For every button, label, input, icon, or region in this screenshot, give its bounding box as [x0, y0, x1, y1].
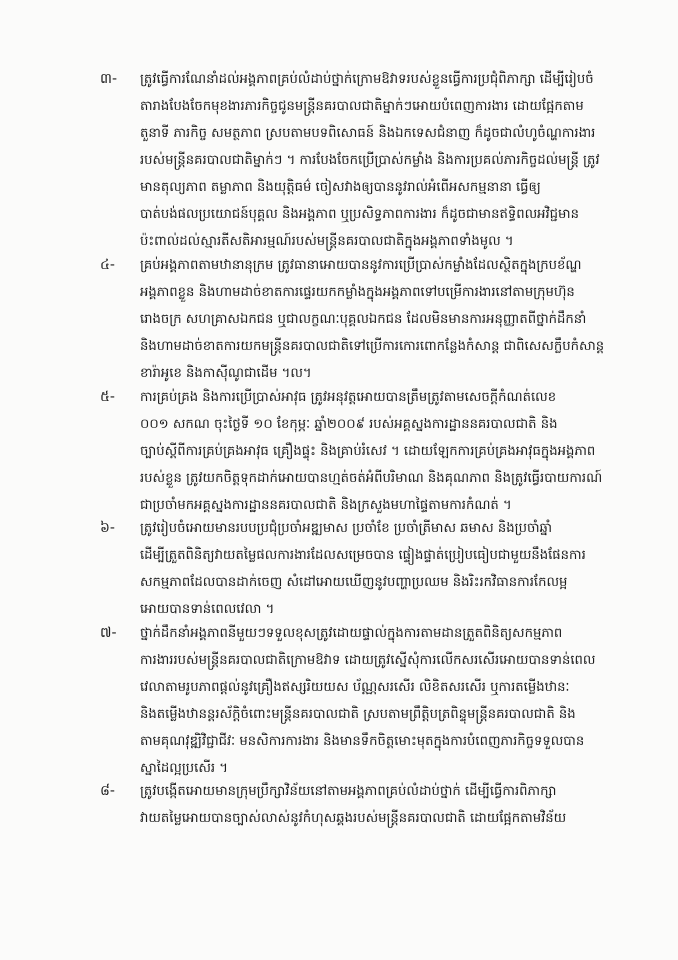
clause-text — [140, 66, 660, 255]
text-line: អោយបានទាន់ពេលវេលា ។ — [140, 602, 275, 617]
text-line: ការគ្រប់គ្រង និងការប្រើប្រាស់អាវុធ ត្រូវអនុវត្តអោយបានត្រឹមត្រូវតាមសេចក្តីកំណត់លេខ — [140, 390, 557, 405]
text-line: រោងចក្រ សហគ្រាសឯកជន ឬជាលក្ខណៈបុគ្គលឯកជន ដែលមិនមានការអនុញ្ញាតពីថ្នាក់ដឹកនាំ — [140, 312, 587, 327]
text-line: និងហាមដាច់ខាតការយកមន្ត្រីនគរបាលជាតិទៅប្រើការកោរពោកន្លែងកំសាន្ត ជាពិសេសក្លឹបកំសាន្ត — [140, 339, 605, 354]
text-line: ប៉ះពាល់ដល់ស្មារតីសតិអារម្មណ៍របស់មន្ត្រីនគរបាលជាតិក្នុងអង្គភាពទាំងមូល ។ — [140, 234, 514, 249]
text-line: ០០១ សកណ ចុះថ្ងៃទី ១០ ខែកុម្ភៈ ឆ្នាំ២០០៩ របស់អគ្គស្នងការដ្ឋាននគរបាលជាតិ និង — [140, 417, 558, 432]
text-line: ច្បាប់ស្តីពីការគ្រប់គ្រងអាវុធ គ្រឿងផ្ទុះ និងគ្រាប់រំសេវ ។ ដោយឡែកការគ្រប់គ្រងអាវុធក្នុងអង្គភាព — [140, 444, 596, 459]
text-line: តារាងបែងចែកមុខងារភារកិច្ចជូនមន្ត្រីនគរបាលជាតិម្នាក់ៗអោយបំពេញការងារ ដោយផ្អែកតាម — [140, 99, 584, 114]
text-line: ការងាររបស់មន្ត្រីនគរបាលជាតិក្រោមឱវាទ ដោយត្រូវស្នើសុំការលើកសរសើរអោយបានទាន់ពេល — [140, 653, 596, 668]
text-line: តាមគុណវុឌ្ឍិវិជ្ជាជីវៈ មនសិការការងារ និងមានទឹកចិត្តមោះមុតក្នុងការបំពេញភារកិច្ចទទួលបាន — [140, 734, 585, 749]
clause-text — [140, 515, 660, 623]
text-line: និងតម្លើងឋានន្តរស័ក្តិចំពោះមន្ត្រីនគរបាលជាតិ ស្របតាមព្រឹត្តិបត្រពិន្ទុមន្ត្រីនគរបាលជាតិ និង — [140, 707, 576, 722]
clause-text — [140, 778, 660, 832]
clause-text — [140, 620, 660, 782]
text-line: ថ្នាក់ដឹកនាំអង្គភាពនីមួយៗទទួលខុសត្រូវដោយផ្ទាល់ក្នុងការតាមដានត្រួតពិនិត្យសកម្មភាព — [140, 626, 563, 641]
text-line: សកម្មភាពដែលបានដាក់ចេញ សំដៅអោយឃើញនូវបញ្ហាប្រឈម និងរិះរកវិធានការកែលម្អ — [140, 575, 568, 590]
clause-text — [140, 252, 660, 387]
text-line: វេលាតាមរូបភាពផ្តល់នូវគ្រឿងឥស្សរិយយស ប័ណ្ណសរសើរ លិខិតសរសើរ ឬការតម្លើងឋានៈ — [140, 680, 570, 695]
text-line: មានតុល្យភាព តម្លាភាព និងយុត្តិធម៌ ចៀសវាងឲ្យបាននូវរាល់អំពើអសកម្មនានា ធ្វើឲ្យ — [140, 180, 541, 195]
text-line: វាយតម្លៃអោយបានច្បាស់លាស់នូវកំហុសឆ្គងរបស់មន្ត្រីនគរបាលជាតិ ដោយផ្អែកតាមវិន័យ — [140, 811, 567, 826]
text-line: បាត់បង់ផលប្រយោជន៍បុគ្គល និងអង្គភាព ឬប្រសិទ្ធភាពការងារ ក៏ដូចជាមានឥទ្ធិពលអវិជ្ជមាន — [140, 207, 579, 222]
text-line: ត្រូវធ្វើការណែនាំដល់អង្គភាពគ្រប់លំដាប់ថ្នាក់ក្រោមឱវាទរបស់ខ្លួនធ្វើការប្រជុំពិភាក្សា ដើម្បីរៀបចំ — [140, 72, 594, 87]
clause-number: ៤- — [100, 257, 115, 273]
text-line: របស់មន្ត្រីនគរបាលជាតិម្នាក់ៗ ។ ការបែងចែកប្រើប្រាស់កម្លាំង និងការប្រគល់ភារកិច្ចដល់មន្ត្រី ត្រូវ — [140, 153, 600, 168]
text-line: ខារ៉ាអូខេ និងកាស៊ីណូជាដើម ។ល។ — [140, 366, 312, 381]
text-line: ដើម្បីត្រួតពិនិត្យវាយតម្លៃផលការងារដែលសម្រេចបាន ផ្ទៀងផ្ទាត់ប្រៀបធៀបជាមួយនឹងផែនការ — [140, 548, 586, 563]
text-line: គ្រប់អង្គភាពតាមឋានានុក្រម ត្រូវធានាអោយបាននូវការប្រើប្រាស់កម្លាំងដែលស្ថិតក្នុងក្របខ័ណ្ឌ — [140, 258, 582, 273]
clause-number: ៦- — [100, 520, 115, 536]
clause-number: ៣- — [100, 71, 118, 87]
text-line: ជាប្រចាំមកអគ្គស្នងការដ្ឋាននគរបាលជាតិ និងក្រសួងមហាផ្ទៃតាមការកំណត់ ។ — [140, 498, 512, 513]
clause-text — [140, 384, 660, 519]
clause-number: ៨- — [100, 783, 115, 799]
text-line: ត្រូវបង្កើតអោយមានក្រុមប្រឹក្សាវិន័យនៅតាមអង្គភាពគ្រប់លំដាប់ថ្នាក់ ដើម្បីធ្វើការពិភាក្សា — [140, 784, 557, 799]
text-line: របស់ខ្លួន ត្រូវយកចិត្តទុកដាក់អោយបានហ្មត់ចត់អំពីបរិមាណ និងគុណភាព និងត្រូវធ្វើរបាយការណ៍ — [140, 471, 603, 486]
text-line: អង្គភាពខ្លួន និងហាមដាច់ខាតការផ្ទេរយកកម្លាំងក្នុងអង្គភាពទៅបម្រើការងារនៅតាមក្រុមហ៊ុន — [140, 285, 575, 300]
text-line: ស្នាដៃល្អប្រសើរ ។ — [140, 761, 228, 776]
text-line: ត្រូវរៀបចំអោយមានរបបប្រជុំប្រចាំអឌ្ឍមាស ប្រចាំខែ ប្រចាំត្រីមាស ឆមាស និងប្រចាំឆ្នាំ — [140, 521, 553, 536]
clause-number: ៧- — [100, 625, 117, 641]
clause-number: ៥- — [100, 389, 115, 405]
text-line: តួនាទី ភារកិច្ច សមត្ថភាព ស្របតាមបទពិសោធន៍ និងឯកទេសជំនាញ ក៏ដូចជាលំហូចំណ្ហការងារ — [140, 126, 596, 141]
